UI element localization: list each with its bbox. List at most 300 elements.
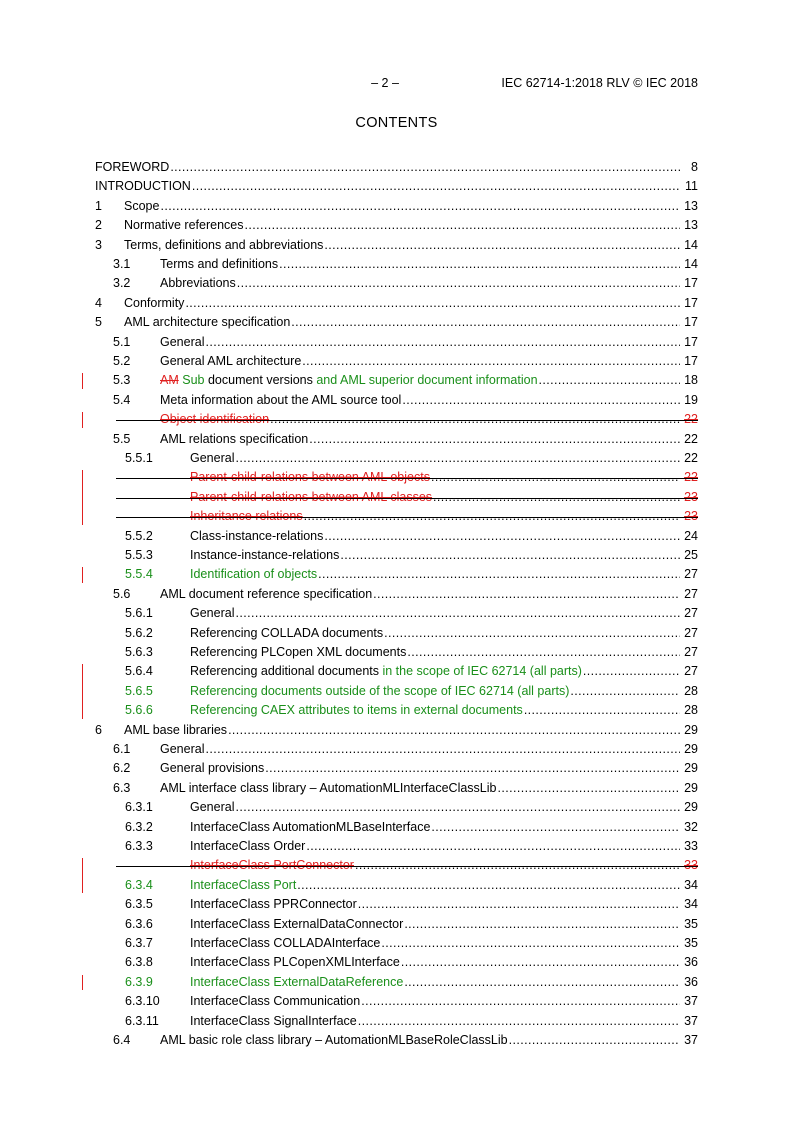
dot-leader (509, 1031, 680, 1050)
toc-entry-title (190, 798, 235, 817)
toc-entry-number: 2 (95, 218, 102, 233)
deletion-strikeline (116, 498, 698, 499)
dot-leader (402, 391, 680, 410)
dot-leader (245, 216, 681, 235)
dot-leader (192, 177, 680, 196)
toc-entry-title-line (160, 779, 698, 798)
toc-entry-title (160, 255, 279, 274)
toc-entry-title (190, 915, 404, 934)
toc-entry[interactable] (0, 197, 793, 216)
toc-entry[interactable] (0, 333, 793, 352)
dot-leader (279, 255, 680, 274)
change-bar (82, 373, 83, 388)
toc-entry-page: 33 (684, 839, 698, 853)
entry-text: Referencing COLLADA documents (190, 625, 384, 640)
toc-entry-title (190, 604, 235, 623)
toc-entry-title-line (190, 546, 698, 565)
toc-entry[interactable] (0, 449, 793, 468)
toc-entry-title-line (190, 973, 698, 992)
document-reference: IEC 62714-1:2018 RLV © IEC 2018 (501, 76, 698, 90)
toc-entry-title-line (124, 197, 698, 216)
toc-entry-number: 6.3.11 (125, 1013, 159, 1028)
toc-entry-title-line (160, 740, 698, 759)
dot-leader (524, 701, 680, 720)
toc-entry[interactable] (0, 371, 793, 390)
toc-entry[interactable] (0, 973, 793, 992)
entry-text: General provisions (160, 761, 265, 776)
toc-entry[interactable] (0, 565, 793, 584)
dot-leader (401, 953, 680, 972)
toc-entry-number: 6.3.1 (125, 800, 153, 815)
toc-entry[interactable] (0, 992, 793, 1011)
toc-entry[interactable] (0, 721, 793, 740)
toc-entry-number: 3.1 (113, 257, 131, 271)
entry-text: InterfaceClass PPRConnector (190, 897, 357, 912)
toc-entry-number: 6.3.7 (125, 936, 153, 950)
entry-text: Terms and definitions (160, 257, 279, 271)
toc-entry-page: 32 (684, 819, 698, 834)
toc-entry-title-line (160, 274, 698, 293)
entry-text: Referencing additional documents (190, 664, 383, 679)
deletion-strikeline (116, 478, 698, 479)
toc-entry-number: 5.5.1 (125, 451, 153, 465)
change-bar (82, 470, 83, 524)
entry-text: AML architecture specification (124, 315, 291, 330)
toc-entry-title-line (160, 585, 698, 604)
toc-entry-page: 34 (684, 877, 698, 892)
toc-entry-title (190, 837, 306, 856)
toc-entry-title (190, 527, 324, 546)
dot-leader (235, 449, 680, 468)
toc-entry-title-line (190, 682, 698, 701)
toc-entry-title (124, 721, 228, 740)
toc-entry-title (160, 779, 498, 798)
toc-entry-page: 27 (684, 586, 698, 601)
toc-entry-title (160, 430, 309, 449)
deleted-text: Inheritance relations (190, 509, 303, 524)
toc-deleted-entry[interactable] (0, 488, 793, 507)
dot-leader (381, 934, 680, 953)
toc-entry-page: 33 (684, 858, 698, 873)
toc-entry-number: 6.3.5 (125, 897, 153, 912)
entry-text: Normative references (124, 218, 244, 233)
toc-entry-page: 22 (684, 412, 698, 427)
toc-entry-title (190, 876, 297, 895)
toc-entry-page: 35 (684, 936, 698, 950)
toc-entry-number: 3 (95, 237, 102, 252)
inserted-text: and AML superior document information (316, 373, 538, 388)
toc-deleted-entry[interactable] (0, 410, 793, 429)
toc-entry-title-line (190, 701, 698, 720)
entry-text: General (190, 606, 235, 621)
entry-text: InterfaceClass Order (190, 839, 306, 853)
toc-entry-title-line (190, 895, 698, 914)
toc-entry-title (124, 197, 160, 216)
toc-entry-title-line (124, 313, 698, 332)
toc-entry[interactable] (0, 313, 793, 332)
toc-entry-title (95, 177, 192, 196)
toc-entry-title (95, 158, 170, 177)
entry-text: Class-instance-relations (190, 528, 324, 543)
change-bar (82, 567, 83, 582)
toc-entry[interactable] (0, 158, 793, 177)
toc-entry-number: 5.6.1 (125, 606, 153, 621)
entry-text: Conformity (124, 295, 185, 310)
toc-entry[interactable] (0, 701, 793, 720)
toc-entry[interactable] (0, 294, 793, 313)
toc-entry[interactable] (0, 818, 793, 837)
toc-entry[interactable] (0, 779, 793, 798)
entry-text: AML base libraries (124, 722, 228, 737)
dot-leader (170, 158, 680, 177)
toc-entry-title-line (190, 565, 698, 584)
toc-entry[interactable] (0, 255, 793, 274)
toc-entry-title-line (124, 294, 698, 313)
toc-entry-page: 29 (684, 800, 698, 815)
dot-leader (228, 721, 680, 740)
toc-entry-number: 5.3 (113, 373, 131, 388)
toc-entry-page: 17 (684, 354, 698, 368)
toc-entry-page: 27 (684, 645, 698, 659)
toc-entry-page: 28 (684, 703, 698, 718)
toc-entry-number: 1 (95, 198, 102, 213)
toc-entry-title-line (190, 643, 698, 662)
inserted-text: in the scope of IEC 62714 (all parts) (382, 664, 582, 679)
toc-entry[interactable] (0, 1031, 793, 1050)
toc-entry-title-line (190, 527, 698, 546)
toc-entry-page: 14 (684, 237, 698, 252)
entry-text: Instance-instance-relations (190, 548, 340, 562)
toc-entry-number: 6.3.3 (125, 839, 153, 853)
toc-entry-title-line (160, 430, 698, 449)
toc-entry-title-line (160, 255, 698, 274)
toc-entry-page: 23 (684, 489, 698, 504)
toc-entry-title-line (160, 371, 698, 390)
dot-leader (407, 643, 680, 662)
change-bar (82, 858, 83, 893)
toc-entry-page: 22 (684, 431, 698, 446)
toc-entry-page: 24 (684, 528, 698, 543)
toc-entry-title (160, 740, 205, 759)
toc-entry-number: 5.2 (113, 354, 131, 368)
change-bar (82, 975, 83, 990)
toc-entry[interactable] (0, 953, 793, 972)
toc-entry-title (160, 1031, 509, 1050)
toc-entry-number: 6.4 (113, 1033, 131, 1047)
toc-entry-number: 5.6.3 (125, 645, 153, 659)
dot-leader (384, 624, 680, 643)
toc-entry-number: 6.1 (113, 742, 131, 756)
toc-entry-title-line (190, 876, 698, 895)
toc-entry[interactable] (0, 682, 793, 701)
entry-text: General (160, 742, 205, 756)
toc-entry-title-line (160, 333, 698, 352)
toc-entry-title-line (190, 449, 698, 468)
toc-entry-page: 37 (684, 1033, 698, 1047)
entry-text: Terms, definitions and abbreviations (124, 237, 324, 252)
toc-entry[interactable] (0, 740, 793, 759)
toc-entry[interactable] (0, 604, 793, 623)
toc-entry-number: 4 (95, 295, 102, 310)
toc-entry-title-line (190, 1012, 698, 1031)
dot-leader (583, 662, 680, 681)
toc-entry[interactable] (0, 274, 793, 293)
entry-text: InterfaceClass Communication (190, 994, 361, 1009)
dot-leader (185, 294, 680, 313)
toc-entry[interactable] (0, 1012, 793, 1031)
toc-entry[interactable] (0, 585, 793, 604)
toc-entry-page: 27 (684, 567, 698, 582)
toc-entry-number: 6.3.8 (125, 955, 153, 970)
toc-entry-page: 29 (684, 722, 698, 737)
toc-entry-page: 34 (684, 897, 698, 912)
toc-entry-title-line (190, 934, 698, 953)
dot-leader (302, 352, 680, 371)
toc-entry-number: 6.3.6 (125, 916, 153, 931)
toc-entry-title-line (124, 236, 698, 255)
dot-leader (324, 527, 680, 546)
deleted-text: Parent-child-relations between AML classes (190, 489, 433, 504)
entry-text: General AML architecture (160, 354, 302, 368)
toc-entry-number: 3.2 (113, 276, 131, 291)
deletion-strikeline (116, 420, 698, 421)
inserted-text: Referencing CAEX attributes to items in external documents (190, 703, 523, 718)
toc-entry-title-line (190, 915, 698, 934)
toc-entry[interactable] (0, 876, 793, 895)
deleted-text: Object identification (160, 412, 270, 427)
toc-entry[interactable] (0, 352, 793, 371)
toc-entry-title-line (124, 721, 698, 740)
toc-entry-page: 8 (691, 160, 698, 174)
dot-leader (539, 371, 680, 390)
toc-entry-number: 5.5.3 (125, 548, 153, 562)
toc-entry[interactable] (0, 624, 793, 643)
inserted-text: Sub (182, 373, 205, 388)
toc-entry-page: 22 (684, 451, 698, 465)
toc-entry-title (124, 236, 324, 255)
toc-entry[interactable] (0, 915, 793, 934)
dot-leader (431, 818, 680, 837)
entry-text: General (190, 451, 235, 465)
toc-entry-title-line (160, 352, 698, 371)
toc-entry-title (190, 701, 524, 720)
dot-leader (324, 236, 680, 255)
dot-leader (404, 973, 680, 992)
toc-entry-title-line (190, 818, 698, 837)
toc-entry-title (190, 895, 358, 914)
toc-entry-title (190, 624, 384, 643)
toc-entry-title-line (124, 216, 698, 235)
toc-entry-number: 5.6 (113, 586, 131, 601)
toc-entry-title (190, 546, 340, 565)
toc-entry-page: 35 (684, 916, 698, 931)
entry-text: FOREWORD (95, 160, 170, 174)
toc-entry-page: 19 (684, 392, 698, 407)
toc-entry-page: 13 (684, 198, 698, 213)
entry-text: Scope (124, 198, 160, 213)
toc-entry[interactable] (0, 895, 793, 914)
entry-text: Meta information about the AML source tool (160, 392, 402, 407)
toc-entry-title-line (190, 662, 698, 681)
change-bar (82, 664, 83, 718)
toc-entry[interactable] (0, 662, 793, 681)
deleted-text: Parent-child-relations between AML objects (190, 470, 430, 485)
toc-entry-number: 6.3.2 (125, 819, 153, 834)
page-title: CONTENTS (355, 115, 438, 131)
toc-entry-title (160, 352, 302, 371)
toc-entry-page: 37 (684, 1013, 698, 1028)
toc-entry-number: 5.6.6 (125, 703, 153, 718)
toc-deleted-entry[interactable] (0, 468, 793, 487)
toc-entry-page: 17 (684, 315, 698, 330)
toc-entry[interactable] (0, 236, 793, 255)
toc-entry-title (190, 992, 361, 1011)
entry-text: InterfaceClass PLCopenXMLInterface (190, 955, 400, 970)
toc-entry-page: 27 (684, 606, 698, 621)
toc-entry-title (124, 313, 291, 332)
deletion-strikeline (116, 517, 698, 518)
toc-entry-title (190, 953, 401, 972)
entry-text: AML relations specification (160, 431, 309, 446)
toc-entry-number: 5.5.4 (125, 567, 153, 582)
toc-entry-title (124, 216, 245, 235)
deletion-strikeline (116, 866, 698, 867)
dot-leader (205, 333, 680, 352)
page-number: – 2 – (371, 76, 399, 90)
toc-entry-page: 27 (684, 625, 698, 640)
toc-entry-title (190, 934, 381, 953)
toc-entry[interactable] (0, 546, 793, 565)
dot-leader (373, 585, 680, 604)
toc-entry-title (190, 662, 583, 681)
toc-entry-page: 13 (684, 218, 698, 233)
entry-text: InterfaceClass SignalInterface (190, 1013, 357, 1028)
toc-entry-title-line (190, 798, 698, 817)
toc-entry[interactable] (0, 798, 793, 817)
toc-entry-page: 22 (684, 470, 698, 485)
toc-entry-page: 27 (684, 664, 698, 679)
toc-entry[interactable] (0, 430, 793, 449)
toc-entry-page: 17 (684, 334, 698, 349)
dot-leader (358, 1012, 680, 1031)
entry-text: AML document reference specification (160, 586, 373, 601)
entry-text: General (190, 800, 235, 815)
toc-entry-number: 6.2 (113, 761, 131, 776)
dot-leader (237, 274, 680, 293)
dot-leader (404, 915, 680, 934)
dot-leader (205, 740, 680, 759)
toc-entry-title (190, 449, 235, 468)
toc-entry-title-line (95, 158, 698, 177)
toc-entry-number: 5.5 (113, 431, 131, 446)
toc-entry-page: 28 (684, 683, 698, 698)
toc-entry-number: 6.3.10 (125, 994, 160, 1009)
toc-entry-title (160, 759, 265, 778)
entry-text: InterfaceClass ExternalDataConnector (190, 916, 404, 931)
toc-entry-page: 36 (684, 974, 698, 989)
toc-entry-number: 6.3.4 (125, 877, 153, 892)
toc-entry-title (124, 294, 185, 313)
entry-text: Referencing PLCopen XML documents (190, 645, 407, 659)
entry-text: InterfaceClass COLLADAInterface (190, 936, 381, 950)
entry-text: AML interface class library – AutomationMLInterfaceClassLib (160, 780, 497, 795)
toc-deleted-entry[interactable] (0, 507, 793, 526)
dot-leader (235, 798, 680, 817)
entry-text: Abbreviations (160, 276, 236, 291)
toc-entry-page: 14 (684, 257, 698, 271)
toc-entry-title-line (160, 1031, 698, 1050)
toc-entry-number: 6.3.9 (125, 974, 153, 989)
toc-entry-title (190, 565, 318, 584)
dot-leader (570, 682, 680, 701)
toc-entry[interactable] (0, 643, 793, 662)
toc-entry-number: 6 (95, 722, 102, 737)
toc-entry-number: 5.6.2 (125, 625, 153, 640)
toc-entry-title-line (190, 624, 698, 643)
toc-entry[interactable] (0, 837, 793, 856)
dot-leader (309, 430, 680, 449)
toc-entry[interactable] (0, 391, 793, 410)
toc-entry-page: 17 (684, 276, 698, 291)
inserted-text: InterfaceClass Port (190, 877, 297, 892)
dot-leader (318, 565, 680, 584)
entry-text: document versions (204, 373, 317, 388)
dot-leader (358, 895, 680, 914)
toc-entry-title-line (190, 837, 698, 856)
toc-entry[interactable] (0, 177, 793, 196)
toc-entry-page: 25 (684, 548, 698, 562)
dot-leader (291, 313, 680, 332)
toc-entry-page: 17 (684, 295, 698, 310)
toc-entry[interactable] (0, 527, 793, 546)
toc-entry-page: 18 (684, 373, 698, 388)
toc-entry[interactable] (0, 216, 793, 235)
toc-entry-title (160, 585, 373, 604)
toc-entry-number: 5.6.4 (125, 664, 153, 679)
change-bar (82, 412, 83, 427)
toc-entry-title (160, 274, 237, 293)
entry-text: General (160, 334, 205, 349)
toc-entry-page: 29 (684, 742, 698, 756)
toc-deleted-entry[interactable] (0, 856, 793, 875)
dot-leader (498, 779, 681, 798)
dot-leader (306, 837, 680, 856)
deleted-text: AM (160, 373, 179, 388)
dot-leader (340, 546, 680, 565)
entry-text: InterfaceClass AutomationMLBaseInterface (190, 819, 431, 834)
entry-text: INTRODUCTION (95, 179, 191, 194)
inserted-text: Referencing documents outside of the scope of IEC 62714 (all parts) (190, 683, 570, 698)
toc-entry[interactable] (0, 759, 793, 778)
toc-entry-number: 5.6.5 (125, 683, 153, 698)
toc-entry-title (160, 333, 205, 352)
toc-entry-title (190, 973, 404, 992)
toc-entry-number: 6.3 (113, 780, 131, 795)
toc-entry-title-line (95, 177, 698, 196)
toc-entry-title-line (160, 391, 698, 410)
toc-entry-title (190, 682, 570, 701)
toc-entry-title (160, 371, 539, 390)
toc-entry-title-line (190, 604, 698, 623)
toc-entry[interactable] (0, 934, 793, 953)
toc-entry-title (160, 391, 402, 410)
toc-entry-title-line (190, 953, 698, 972)
dot-leader (235, 604, 680, 623)
entry-text: AML basic role class library – AutomationMLBaseRoleClassLib (160, 1033, 508, 1047)
toc-entry-page: 23 (684, 509, 698, 524)
toc-entry-title (190, 818, 431, 837)
toc-entry-page: 36 (684, 955, 698, 970)
